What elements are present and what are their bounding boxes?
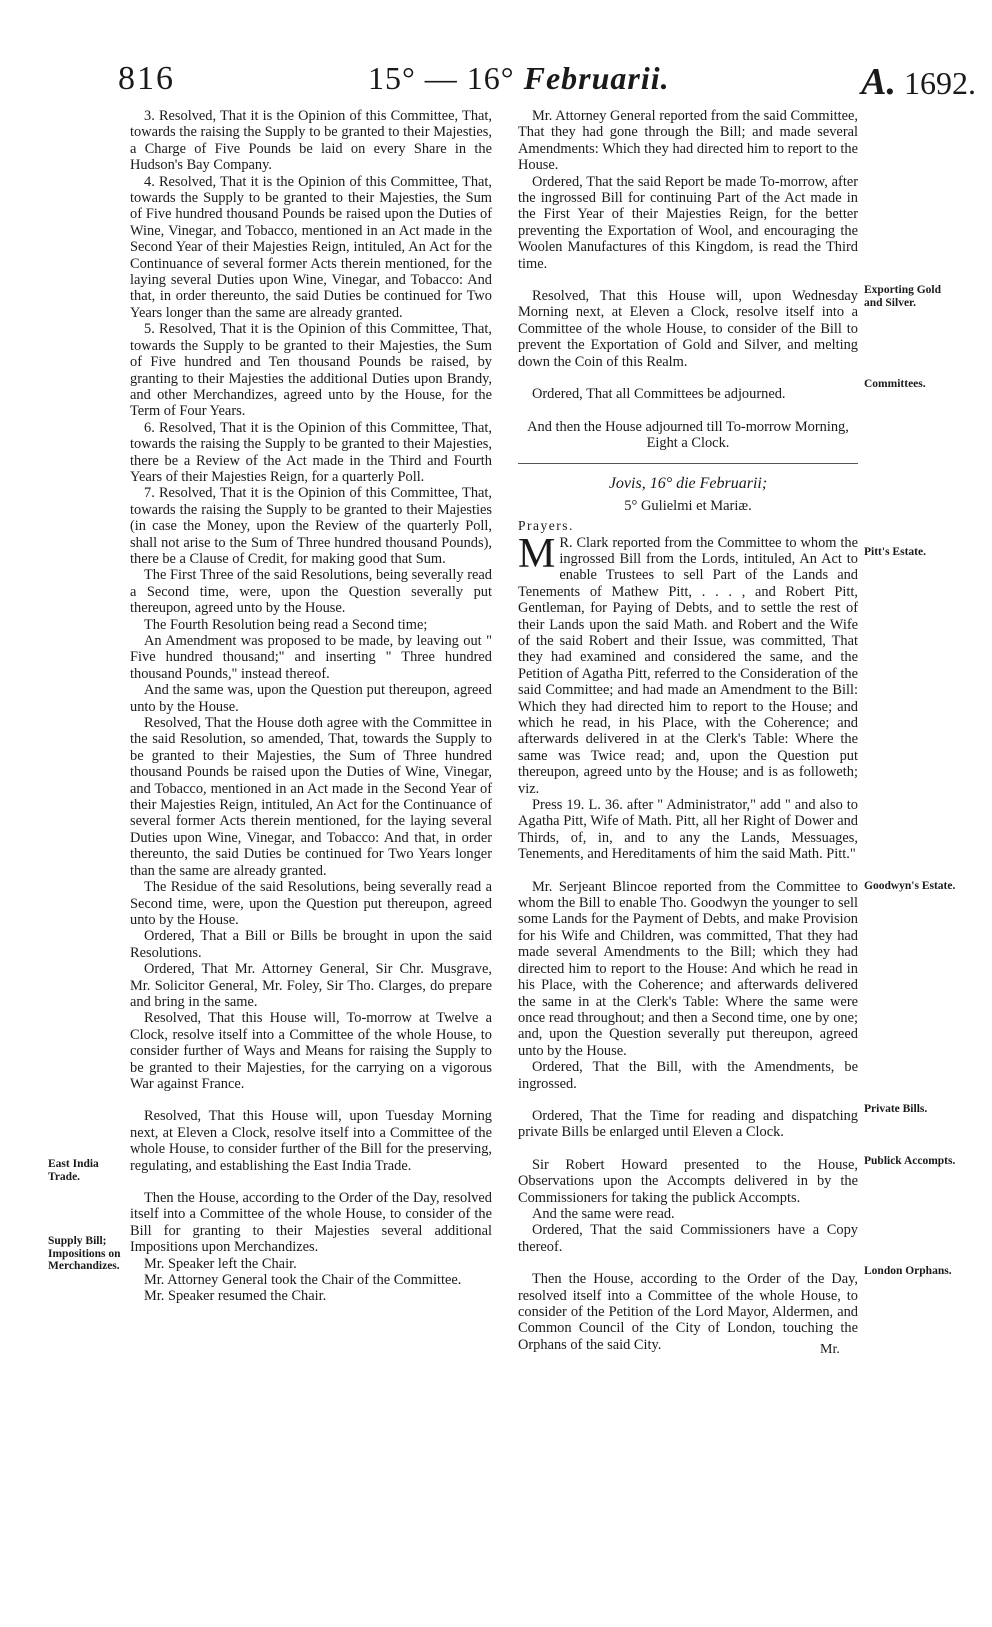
- adjournment: And then the House adjourned till To-morrow Morning, Eight a Clock.: [527, 418, 849, 451]
- paragraph: Resolved, That this House will, To-morrow at Twelve a Clock, resolve itself into a Committee of the whole House, to consider further of Ways and Means for raising the Supply to be granted to their Majesties, for the carrying on a vigorous War against France.: [130, 1010, 492, 1092]
- paragraph: Ordered, That the said Commissioners have a Copy thereof.: [518, 1222, 858, 1255]
- paragraph: Resolved, That this House will, upon Wednesday Morning next, at Eleven a Clock, resolve itself into a Committee of the whole House, to consider of the Bill to prevent the Exportation of Gold and Silver, and melting down the Coin of this Realm.: [518, 288, 858, 370]
- paragraph: And the same was, upon the Question put thereupon, agreed unto by the House.: [130, 682, 492, 715]
- paragraph: The Residue of the said Resolutions, being severally read a Second time, were, upon the Question put thereupon, agreed unto by the House.: [130, 879, 492, 928]
- section-divider: [518, 463, 858, 464]
- paragraph: Then the House, according to the Order of the Day, resolved itself into a Committee of the whole House, to consider of the Bill for granting to their Majesties several additional Impositions upon Merchandizes.: [130, 1190, 492, 1256]
- paragraph: R. Clark reported from the Committee to whom the ingrossed Bill from the Lords, intituled, An Act to enable Trustees to sell Part of the Lands and Tenements of Mathew Pitt, . . . , and Robert Pitt, Gentleman, for Paying of Debts, and to settle the rest of their Lands upon the said Math. and Robert and the Wife of the said Robert and their Issue, was committed, That they had examined and considered the same, and the Petition of Agatha Pitt, referred to the Consideration of the said Committee; and had made an Amendment to the Bill: Which they had directed him to report to the House; and which he read, in his Place, with the Coherence; and afterwards delivered in at the Clerk's Table: Where the same was Twice read; and, upon the Question put thereupon, agreed unto by the House; and is as followeth; viz.: [518, 534, 858, 797]
- paragraph: Then the House, according to the Order of the Day, resolved itself into a Committee of the whole House, to consider of the Petition of the Lord Mayor, Aldermen, and Common Council of the City of London, touching the Orphans of the said City.: [518, 1271, 858, 1353]
- paragraph: Resolved, That this House will, upon Tuesday Morning next, at Eleven a Clock, resolve itself into a Committee of the whole House, to consider further of the Bill for the preserving, regulating, and establishing the East India Trade.: [130, 1108, 492, 1174]
- date-word: Februarii.: [523, 60, 670, 96]
- paragraph: Mr. Speaker left the Chair.: [144, 1255, 297, 1272]
- paragraph: Mr. Attorney General took the Chair of the Committee.: [144, 1272, 462, 1289]
- paragraph: Mr. Attorney General reported from the said Committee, That they had gone through the Bill; and made several Amendments: Which they had directed him to report to the House.: [518, 108, 858, 174]
- paragraph: 5. Resolved, That it is the Opinion of this Committee, That, towards the Supply to be granted to their Majesties, the Sum of Five hundred and Ten thousand Pounds be raised, by granting to their Majesties the additional Duties upon Brandy, and other Merchandizes, agreed unto by the House, for the Term of Four Years.: [130, 321, 492, 420]
- drop-cap: M: [518, 530, 556, 577]
- paragraph: Mr. Serjeant Blincoe reported from the Committee to whom the Bill to enable Tho. Goodwyn the younger to sell some Lands for the Payment of Debts, and make Provision for his Wife and Children, was committed, That they had made several Amendments to the Bill; which they had directed him to report to the House: And which he read in his Place, with the Coherence; and afterwards delivered the same in at the Clerk's Table: Where the same were once read throughout; and then a Second time, one by one; and, upon the Question severally put thereupon, agreed unto by the House.: [518, 878, 858, 1059]
- pitt-entry: [518, 530, 858, 798]
- year-value: 1692.: [904, 65, 976, 101]
- catchword: Mr.: [820, 1342, 840, 1357]
- paragraph: And the same were read.: [532, 1205, 675, 1222]
- paragraph: The Fourth Resolution being read a Second time;: [144, 616, 428, 633]
- paragraph: Sir Robert Howard presented to the House, Observations upon the Accompts delivered in by the Commissioners for taking the publick Accompts.: [518, 1156, 858, 1206]
- page-header: [118, 60, 976, 104]
- day-subtitle: 5° Gulielmi et Mariæ.: [624, 497, 752, 514]
- year-letter: A.: [861, 61, 896, 103]
- right-column: [518, 108, 858, 1353]
- date-prefix: 15° — 16°: [368, 60, 515, 96]
- paragraph: Ordered, That the said Report be made To-morrow, after the ingrossed Bill for continuing Part of the Act made in the First Year of their Majesties Reign, for the better preventing the Exportation of Wool, and encouraging the Woolen Manufactures of this Kingdom, is read the Third time.: [518, 173, 858, 272]
- paragraph: 6. Resolved, That it is the Opinion of this Committee, That, towards the raising the Supply to be granted to their Majesties, there be a Review of the Act made in the Third and Fourth Years of their Majesties Reign, for a quarterly Poll.: [130, 419, 492, 485]
- paragraph: Press 19. L. 36. after " Administrator," add " and also to Agatha Pitt, Wife of Math. Pitt, all her Right of Dower and Thirds, of, in, and to any the Lands, Messuages, Tenements, and Hereditaments of him the said Math. Pitt.": [518, 797, 858, 863]
- margin-note-exporting: Exporting Gold and Silver.: [864, 284, 942, 309]
- paragraph: Ordered, That Mr. Attorney General, Sir Chr. Musgrave, Mr. Solicitor General, Mr. Foley, Sir Tho. Clarges, do prepare and bring in the same.: [130, 961, 492, 1010]
- margin-note-london-orphans: London Orphans.: [864, 1265, 952, 1277]
- paragraph: Ordered, That a Bill or Bills be brought in upon the said Resolutions.: [130, 928, 492, 961]
- page-date: [368, 60, 670, 97]
- margin-note-publick-accompts: Publick Accompts.: [864, 1155, 956, 1167]
- prayers-heading: Prayers.: [518, 518, 574, 534]
- page-year: [861, 60, 976, 104]
- paragraph: Ordered, That the Time for reading and dispatching private Bills be enlarged until Eleven a Clock.: [518, 1107, 858, 1141]
- paragraph: The First Three of the said Resolutions, being severally read a Second time, were, upon the Question severally put thereupon, agreed unto by the House.: [130, 567, 492, 617]
- margin-note-goodwyn: Goodwyn's Estate.: [864, 880, 956, 892]
- paragraph: 3. Resolved, That it is the Opinion of this Committee, That, towards the raising the Supply to be granted to their Majesties, a Charge of Five Pounds be laid on every Share in the Hudson's Bay Company.: [130, 108, 492, 174]
- margin-note-committees: Committees.: [864, 378, 926, 390]
- margin-note-east-india: East India Trade.: [48, 1158, 99, 1183]
- paragraph: Ordered, That the Bill, with the Amendments, be ingrossed.: [518, 1059, 858, 1092]
- left-column: [130, 108, 492, 1305]
- day-title: Jovis, 16° die Februarii;: [608, 475, 768, 493]
- page-number: 816: [118, 60, 175, 97]
- paragraph: 7. Resolved, That it is the Opinion of this Committee, That, towards the raising the Supply to be granted to their Majesties (in case the Money, upon the Review of the quarterly Poll, shall not arise to the Sum of Three hundred thousand Pounds), there be a Clause of Credit, for making good that Sum.: [130, 485, 492, 567]
- paragraph: Mr. Speaker resumed the Chair.: [144, 1288, 327, 1305]
- margin-note-pitt: Pitt's Estate.: [864, 546, 926, 558]
- margin-note-private-bills: Private Bills.: [864, 1103, 928, 1115]
- paragraph: Ordered, That all Committees be adjourned.: [532, 386, 786, 403]
- margin-note-supply-bill: Supply Bill; Impositions on Merchandizes.: [48, 1235, 121, 1272]
- paragraph: Resolved, That the House doth agree with the Committee in the said Resolution, so amended, That, towards the Supply to be granted to their Majesties, the Sum of Three hundred thousand Pounds be raised upon the Duties of Wine, Vinegar, and Tobacco, mentioned in an Act made in the Second Year of their Majesties Reign, intituled, An Act for the Continuance of several former Acts therein mentioned, for the laying several Duties upon Wine, Vinegar, and Tobacco: And that, in order thereunto, the said Duties be continued for Two Years longer than the same are already granted.: [130, 715, 492, 879]
- paragraph: 4. Resolved, That it is the Opinion of this Committee, That, towards the Supply to be granted to their Majesties, the Sum of Five hundred thousand Pounds be raised upon the Duties of Wine, Vinegar, and Tobacco, mentioned in an Act made in the Second Year of their Majesties Reign, intituled, An Act for the Continuance of several former Acts therein mentioned, for the laying several Duties upon Wine, Vinegar, and Tobacco: And that, in order thereunto, the said Duties be continued for Two Years longer than the same are already granted.: [130, 173, 492, 321]
- paragraph: An Amendment was proposed to be made, by leaving out " Five hundred thousand;" and inserting " Three hundred thousand Pounds," instead thereof.: [130, 633, 492, 682]
